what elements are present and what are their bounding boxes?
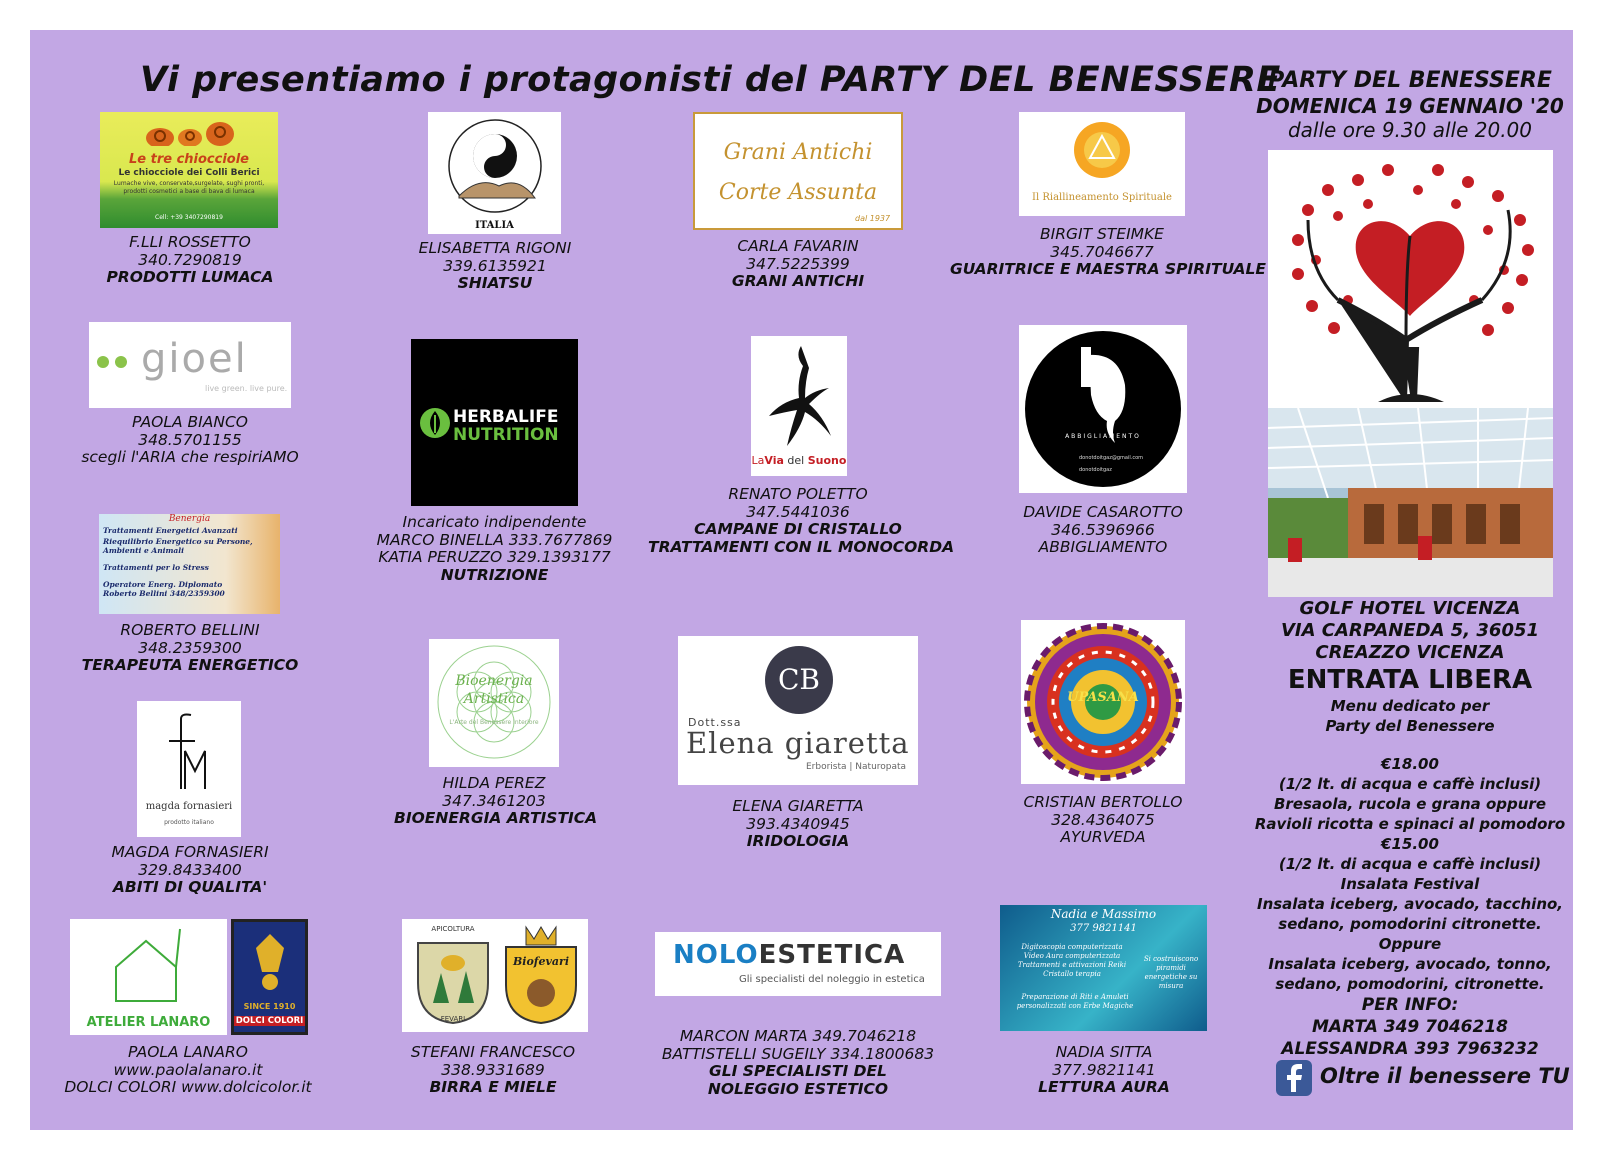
monogram-circle-icon <box>763 644 835 716</box>
caption-bertollo: CRISTIAN BERTOLLO 328.4364075 AYURVEDA <box>1023 793 1183 846</box>
golf-hotel-photo <box>1268 408 1553 597</box>
caption-bianco: PAOLA BIANCO 348.5701155 scegli l'ARIA che respiriAMO <box>81 413 299 466</box>
caption-rossetto: F.LLI ROSSETTO 340.7290819 PRODOTTI LUMACA <box>106 233 274 286</box>
house-outline-icon <box>106 927 192 1005</box>
caption-favarin: CARLA FAVARIN 347.5225399 GRANI ANTICHI <box>731 237 865 290</box>
caption-casarotto: DAVIDE CASAROTTO 346.5396966 ABBIGLIAMENTO <box>1023 503 1183 556</box>
caption-fornasieri: MAGDA FORNASIERI 329.8433400 ABITI DI QUALITA' <box>111 843 269 896</box>
gioel-logo: gioel live green. live pure. <box>89 322 291 408</box>
via-del-suono-logo: LaVia del Suono <box>751 336 847 476</box>
apicoltura-biofevari-logo: APICOLTURA FEVARI Biofevari <box>402 919 588 1032</box>
riallineamento-logo: Il Riallineamento Spirituale <box>1019 112 1185 216</box>
caption-giaretta: ELENA GIARETTA 393.4340945 IRIDOLOGIA <box>732 797 864 850</box>
caption-bellini: ROBERTO BELLINI 348.2359300 TERAPEUTA ENERGETICO <box>81 621 299 674</box>
leaf-icon <box>419 407 451 439</box>
caption-sitta: NADIA SITTA 377.9821141 LETTURA AURA <box>1038 1043 1170 1096</box>
event-info-column <box>1240 68 1580 142</box>
page-title: Vi presentiamo i protagonisti del PARTY DEL BENESSERE <box>140 60 1281 100</box>
grani-antichi-logo: Grani Antichi Corte Assunta dal 1937 <box>693 112 903 230</box>
dolci-colori-logo: SINCE 1910 DOLCI COLORI <box>231 919 308 1035</box>
caption-poletto: RENATO POLETTO 347.5441036 CAMPANE DI CRISTALLO TRATTAMENTI CON IL MONOCORDA <box>648 485 955 556</box>
herbalife-logo: HERBALIFE NUTRITION <box>411 339 578 506</box>
biofevari-crest-icon <box>498 923 584 1027</box>
sun-icon <box>1072 120 1132 180</box>
event-details: GOLF HOTEL VICENZA VIA CARPANEDA 5, 36051 CREAZZO VICENZA ENTRATA LIBERA Menu dedicato per Party del Benessere €18.00 (1/2 lt. di acqua e caffè inclusi) Bresaola, rucola e grana oppure Ravioli ricotta e spinaci al pomodoro €15.00 (1/2 lt. di acqua e caffè inclusi) Insalata Festival Insalata iceberg, avocado, tacchino, sedano, pomodorini citronette. Oppure Insalata iceberg, avocado, tonno, sedano, pomodorini, citronette. PER INFO: MARTA 349 7046218 ALESSANDRA 393 7963232 <box>1254 598 1566 1059</box>
dancer-icon <box>761 342 837 450</box>
caption-francesco: STEFANI FRANCESCO 338.9331689 BIRRA E MIELE <box>410 1043 576 1096</box>
facebook-icon[interactable] <box>1276 1060 1312 1096</box>
dots-icon <box>95 352 135 372</box>
magda-fornasieri-logo: magda fornasieri prodotto italiano <box>137 701 241 837</box>
apicoltura-shield-icon <box>408 923 498 1027</box>
lion-crest-icon <box>238 928 302 996</box>
upasana-mandala-logo: UPASANA <box>1021 620 1185 784</box>
facebook-row[interactable]: Oltre il benessere TU <box>1276 1060 1576 1100</box>
caption-steimke: BIRGIT STEIMKE 345.7046677 GUARITRICE E MAESTRA SPIRITUALE <box>950 225 1266 278</box>
atelier-lanaro-logo: ATELIER LANARO <box>70 919 227 1035</box>
chiocciole-logo: Le tre chiocciole Le chiocciole dei Colli Berici Lumache vive, conservate,surgelate, sughi pronti, prodotti cosmetici a base di bava di lumaca Cell: +39 3407290819 <box>100 112 278 228</box>
caption-lanaro: PAOLA LANARO www.paolalanaro.it DOLCI COLORI www.dolcicolor.it <box>64 1043 312 1096</box>
caption-nolo: MARCON MARTA 349.7046218 BATTISTELLI SUGEILY 334.1800683 GLI SPECIALISTI DEL NOLEGGIO ESTETICO <box>661 1027 935 1098</box>
event-header: PARTY DEL BENESSERE DOMENICA 19 GENNAIO '20 dalle ore 9.30 alle 20.00 <box>1256 68 1564 142</box>
caption-herbalife: Incaricato indipendente MARCO BINELLA 333.7677869 KATIA PERUZZO 329.1393177 NUTRIZIONE <box>376 513 613 584</box>
nadia-massimo-logo: Nadia e Massimo 377 9821141 Digitoscopia computerizzata Video Aura computerizzata Trattamenti e attivazioni Reiki Cristallo terapia Preparazione di Riti e Amuleti personalizzati con Erbe Magiche Si costruiscono piramidi energetiche su misura <box>1000 905 1207 1031</box>
fm-monogram-icon <box>161 711 217 795</box>
shiatsu-logo: ITALIA <box>428 112 561 234</box>
snails-icon <box>140 116 240 146</box>
svg-text:CB: CB <box>778 663 820 696</box>
caption-perez: HILDA PEREZ 347.3461203 BIOENERGIA ARTISTICA <box>394 774 598 827</box>
caption-rigoni: ELISABETTA RIGONI 339.6135921 SHIATSU <box>418 239 572 292</box>
bioenergia-artistica-logo: Bioenergia Artistica L'Arte del Benessere Interiore <box>429 639 559 767</box>
heart-tree-image <box>1268 150 1553 408</box>
do-not-do-it-logo: ABBIGLIAMENTO donotdoitgaz@gmail.com donotdoitgaz <box>1019 325 1187 493</box>
yin-yang-icon <box>439 116 551 216</box>
benergia-logo: Benergia Trattamenti Energetici Avanzati Riequilibrio Energetico su Persone, Ambienti e Animali Trattamenti per lo Stress Operatore Energ. Diplomato Roberto Bellini 348/2359300 <box>99 514 280 614</box>
elena-giaretta-logo: CB Dott.ssa Elena giaretta Erborista | Naturopata <box>678 636 918 785</box>
noloestetica-logo: NOLOESTETICA Gli specialisti del noleggio in estetica <box>655 932 941 996</box>
